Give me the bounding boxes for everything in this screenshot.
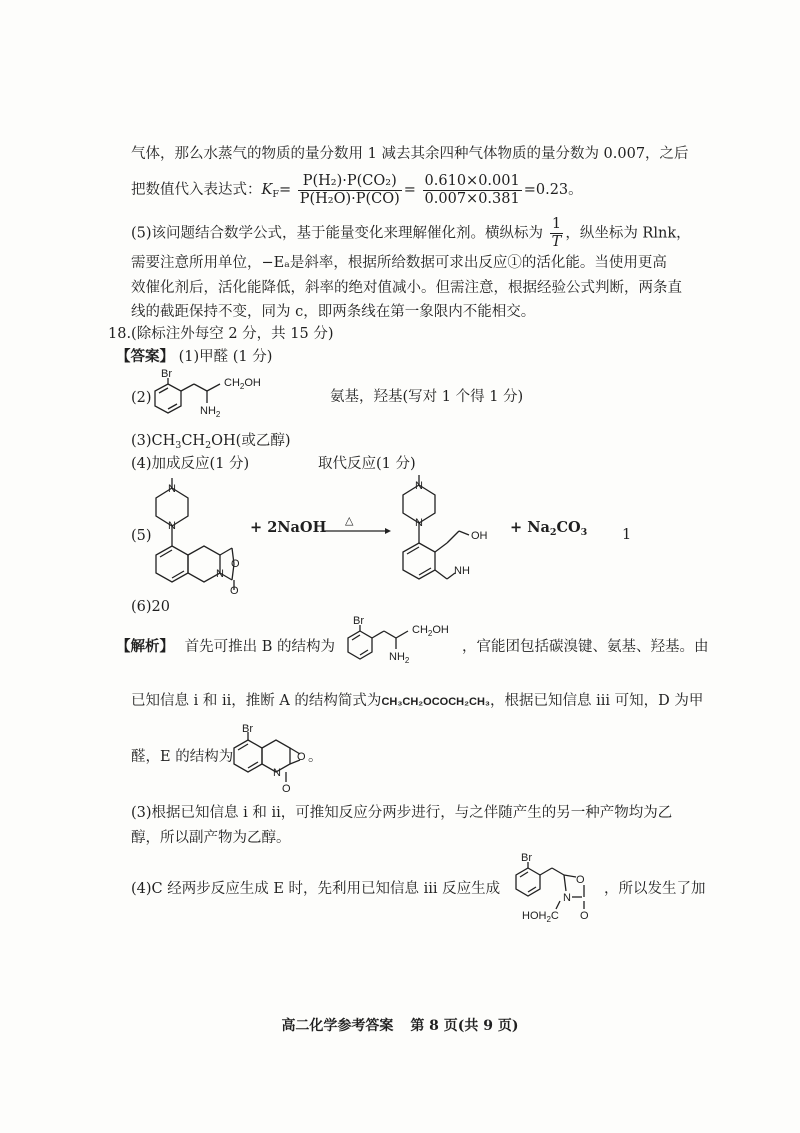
fraction-denominator: 0.007×0.381	[424, 190, 520, 207]
label-part: CH	[412, 624, 428, 636]
br-label: Br	[353, 616, 364, 627]
text-line: 效催化剂后，活化能降低，斜率的绝对值减小。但需注意，根据经验公式判断，两条直	[131, 280, 682, 296]
n-label: N	[216, 568, 224, 580]
equation-line	[131, 172, 583, 213]
formula-part: + Na	[510, 519, 550, 536]
label-subscript: 2	[427, 629, 433, 638]
answer-2-number: (2)	[131, 390, 152, 406]
reactant-structure-diagram	[150, 476, 245, 594]
intermediate-structure-diagram	[510, 853, 605, 923]
formula-part: OH	[211, 433, 236, 449]
oh-label: OH	[471, 530, 488, 542]
nh2-label	[389, 651, 410, 665]
n-label: N	[168, 483, 176, 495]
answer-1: (1)甲醛 (1 分)	[178, 349, 273, 365]
formula-part: CH	[181, 433, 206, 449]
br-label: Br	[521, 853, 532, 864]
formula-subscript: 3	[175, 440, 182, 451]
o-label: O	[282, 783, 291, 794]
ch2oh-label	[412, 624, 449, 638]
formula-note: (或乙醇)	[235, 433, 291, 449]
answer-2-note: 氨基，羟基(写对 1 个得 1 分)	[330, 389, 524, 405]
nh-label: NH	[454, 565, 470, 577]
n-label: N	[415, 480, 423, 492]
text-span: 。	[308, 749, 323, 765]
footer-title: 高二化学参考答案	[281, 1018, 394, 1034]
o-label: O	[580, 910, 589, 922]
analysis-p4: (4)C 经两步反应生成 E 时，先利用已知信息 iii 反应生成	[131, 881, 501, 897]
question-header: 18.(除标注外每空 2 分，共 15 分)	[108, 326, 334, 342]
fraction-numerator: P(H₂)·P(CO₂)	[298, 173, 402, 191]
formula-part: CO	[556, 519, 581, 536]
footer-page-number: 第 8 页(共 9 页)	[410, 1018, 519, 1034]
label-part: OH	[432, 624, 449, 636]
text-span: (5)该问题结合数学公式，基于能量变化来理解催化剂。横纵标为	[131, 225, 544, 242]
label-part: NH	[200, 405, 216, 417]
fraction-numerator: 1	[550, 216, 564, 234]
label-part: NH	[389, 651, 405, 663]
text-span: ，纵坐标为 Rlnk，	[565, 225, 691, 242]
k-symbol: K	[261, 182, 273, 198]
answer-line	[116, 346, 272, 368]
text-span: 首先可推出 B 的结构为	[184, 639, 335, 655]
label-subscript: 2	[215, 410, 221, 419]
o-label: O	[230, 585, 239, 594]
br-label: Br	[161, 368, 172, 380]
fraction-values	[423, 173, 522, 208]
text-line: 线的截距保持不变，同为 c，即两条线在第一象限内不能相交。	[131, 304, 536, 320]
answer-6: (6)20	[131, 599, 170, 615]
analysis-line	[131, 690, 703, 713]
analysis-p3: 醇，所以副产物为乙醇。	[131, 830, 291, 846]
answer-4a: (4)加成反应(1 分)	[131, 456, 250, 472]
formula-subscript: 3	[580, 527, 588, 538]
reactant-naoh: + 2NaOH	[250, 519, 327, 536]
b-structure-diagram	[148, 368, 278, 428]
text-span: ，官能团包括碳溴键、氨基、羟基。由	[462, 639, 709, 655]
answer-5-number: (5)	[131, 528, 152, 544]
product-na2co3	[510, 517, 587, 544]
o-label: O	[297, 751, 306, 763]
margin-mark: 1	[622, 527, 632, 543]
label-part: HOH	[522, 910, 547, 922]
answer-tag: 【答案】	[116, 348, 174, 365]
text-line: 需要注意所用单位，−Eₐ是斜率，根据所给数据可求出反应①的活化能。当使用更高	[131, 255, 667, 271]
analysis-line: 醛，E 的结构为	[131, 749, 234, 765]
n-label: N	[415, 517, 423, 529]
nh2-label	[200, 405, 221, 419]
fraction-denominator: T	[551, 234, 562, 250]
text-span: ，所以发生了加	[604, 881, 706, 897]
b-structure-diagram	[342, 616, 467, 672]
product-structure-diagram	[397, 473, 507, 591]
fraction-denominator: P(H₂O)·P(CO)	[299, 190, 400, 207]
hoh2c-label	[522, 910, 559, 923]
formula-subscript: 2	[549, 527, 557, 538]
fraction-inverse-t	[550, 216, 564, 251]
k-subscript: F	[272, 189, 279, 200]
label-part: OH	[244, 377, 261, 389]
page-footer	[0, 1015, 800, 1035]
equation-result: =0.23。	[523, 182, 583, 198]
equation-intro: 把数值代入表达式：	[131, 182, 262, 198]
analysis-p3: (3)根据已知信息 i 和 ii，可推知反应分两步进行，与之伴随产生的另一种产物均为乙	[131, 805, 673, 821]
answer-4b: 取代反应(1 分)	[318, 456, 416, 472]
equals-sign: =	[403, 182, 416, 198]
n-label: N	[168, 520, 176, 532]
formula-part: (3)CH	[131, 433, 176, 449]
label-subscript: 2	[239, 382, 245, 391]
n-label: N	[273, 767, 281, 779]
analysis-tag: 【解析】	[116, 638, 174, 655]
text-line: 气体，那么水蒸气的物质的量分数用 1 减去其余四种气体物质的量分数为 0.007，之后	[131, 146, 689, 162]
analysis-line	[116, 636, 335, 658]
br-label: Br	[242, 724, 253, 735]
o-label: O	[576, 874, 585, 886]
label-part: CH	[224, 377, 240, 389]
label-part: C	[550, 910, 559, 922]
formula-subscript: 2	[205, 440, 212, 451]
fraction-expression	[298, 173, 402, 208]
fraction-numerator: 0.610×0.001	[424, 172, 520, 189]
equals-sign: =	[278, 182, 292, 198]
ch2oh-label	[224, 377, 261, 391]
heat-symbol: △	[345, 514, 354, 527]
label-subscript: 2	[404, 656, 410, 665]
reaction-arrow	[323, 527, 391, 535]
label-subscript: 2	[546, 915, 551, 923]
n-label: N	[563, 892, 571, 904]
text-span: ，根据已知信息 iii 可知，D 为甲	[490, 693, 704, 709]
ester-formula: CH₃CH₂OCOCH₂CH₃	[381, 696, 490, 708]
text-line	[131, 216, 691, 251]
o-label: O	[231, 558, 240, 570]
text-span: 已知信息 i 和 ii，推断 A 的结构简式为	[131, 693, 382, 709]
e-structure-diagram	[220, 724, 320, 794]
